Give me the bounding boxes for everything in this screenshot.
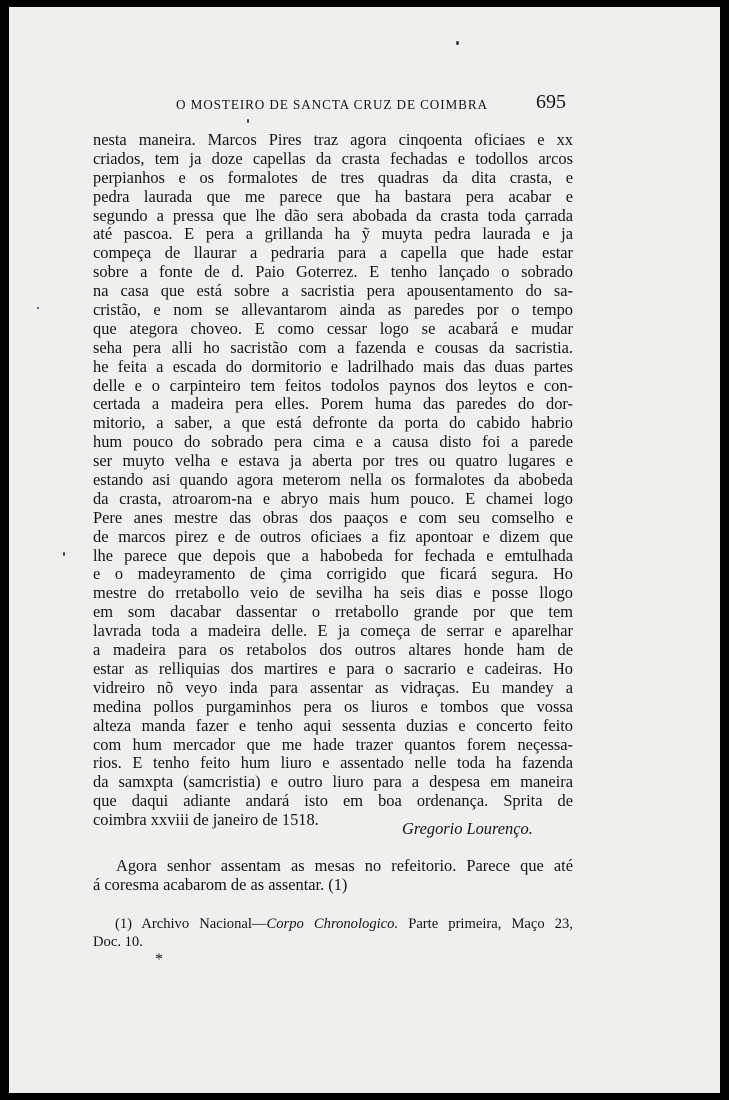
text-line: rios. E tenho feito hum liuro e assentado nelle toda ha fazenda — [93, 753, 573, 773]
asterisk-mark: * — [155, 951, 163, 968]
text-line: nesta maneira. Marcos Pires traz agora cinqoenta oficiaes e xx — [93, 130, 573, 149]
text-line: lhe parece que depois que a habobeda for fechada e emtulhada — [93, 545, 573, 565]
text-line: criados, tem ja doze capellas da crasta fechadas e todollos arcos — [93, 148, 573, 168]
text-line: lavrada toda a madeira delle. E ja começa de serrar e aparelhar — [93, 621, 573, 641]
scan-speck — [63, 552, 65, 556]
letter-paragraph — [93, 131, 573, 830]
text-line: á coresma acabarom de as assentar. (1) — [93, 874, 348, 894]
text-line: Agora senhor assentam as mesas no refeitorio. Parece que até — [116, 856, 573, 875]
running-head — [9, 91, 720, 115]
scan-speck — [456, 41, 459, 45]
text-line: e o madeyramento de çima corrigido que ficará segura. Ho — [93, 564, 573, 584]
text-line: alteza manda fazer e tenho aqui sessenta duzias e concerto feito — [93, 715, 573, 735]
text-line: até pascoa. E pera a grillanda ha ỹ muyta pedra laurada e ja — [93, 224, 573, 244]
text-line: na casa que está sobre a sacristia pera apousentamento do sa- — [93, 281, 573, 301]
text-line: cristão, e nom se allevantarom ainda as paredes por o tempo — [93, 300, 573, 320]
text-line: mitorio, a saber, a que está defronte da porta do cabido habrio — [93, 413, 573, 433]
text-line: da samxpta (samcristia) e outro liuro para a despesa em maneira — [93, 772, 573, 792]
text-line: segundo a pressa que lhe dão sera abobada da crasta toda çarrada — [93, 205, 573, 225]
text-line: com hum mercador que me hade trazer quantos forem neçessa- — [93, 734, 573, 754]
footnote-line: Doc. 10. — [93, 933, 143, 950]
text-line: perpianhos e os formalotes de tres quadras da dita crasta, e — [93, 167, 573, 187]
text-line: mestre do rretabollo veio de sevilha ha seis dias e posse llogo — [93, 583, 573, 603]
text-line: hum pouco do sobrado pera cima e a causa disto foi a parede — [93, 432, 573, 452]
text-line: estar as relliquias dos martires e para o sacrario e cadeiras. Ho — [93, 658, 573, 678]
text-line: pedra laurada que me parece que ha bastara pera acabar e — [93, 186, 573, 206]
text-line: que daqui adiante andará isto em boa ordenança. Sprita de — [93, 791, 573, 811]
text-line: seha pera alli ho sacristão com a fazenda e cousas da sacristia. — [93, 337, 573, 357]
text-line: que ategora choveo. E como cessar logo se acabará e mudar — [93, 318, 573, 338]
text-line: em som dacabar dassentar o rretabollo grande por que tem — [93, 602, 573, 622]
running-head-title: O MOSTEIRO DE SANCTA CRUZ DE COIMBRA — [176, 97, 488, 112]
footnote-location: Parte primeira, Maço 23, — [398, 916, 574, 932]
footnote — [93, 916, 573, 951]
footnote-line — [93, 916, 573, 934]
scan-speck — [247, 119, 249, 123]
footnote-marker: (1) — [115, 916, 133, 932]
text-line: sobre a fonte de d. Paio Goterrez. E tenho lançado o sobrado — [93, 262, 573, 282]
text-line: de marcos pirez e de outros oficiaes a fiz apontoar e dizem que — [93, 526, 573, 546]
text-line: certada a madeira pera elles. Porem huma das paredes do dor- — [93, 394, 573, 414]
text-line: compeça de llaurar a pedraria para a capella que hade estar — [93, 243, 573, 263]
footnote-source: Archivo Nacional— — [141, 916, 267, 932]
text-line: vidreiro nõ veyo inda para assentar as vidraças. Eu mandey a — [93, 677, 573, 697]
book-page — [9, 7, 720, 1093]
text-line: estando asi quando agora meterom nella os formalotes da abobeda — [93, 470, 573, 490]
signature: Gregorio Lourenço. — [402, 819, 533, 838]
text-line: Pere anes mestre das obras dos paaços e com seu comselho e — [93, 507, 573, 527]
footnote-title: Corpo Chronologico. — [266, 916, 399, 932]
second-paragraph — [93, 857, 573, 895]
text-line: da crasta, atroarom-na e abryo mais hum pouco. E chamei logo — [93, 488, 573, 508]
text-line: he feita a escada do dormitorio e ladrilhado mais das duas partes — [93, 356, 573, 376]
text-line: a madeira para os retabolos dos outros altares honde ham de — [93, 640, 573, 660]
page-number: 695 — [536, 91, 566, 113]
text-line: delle e o carpinteiro tem feitos todolos paynos dos leytos e con- — [93, 375, 573, 395]
text-line: coimbra xxviii de janeiro de 1518. — [93, 810, 319, 830]
text-line: ser muyto velha e estava ja aberta por tres ou quatro lugares e — [93, 451, 573, 471]
scan-speck — [37, 307, 39, 309]
text-line: medina pollos purgaminhos pera os liuros e tombos que vossa — [93, 696, 573, 716]
